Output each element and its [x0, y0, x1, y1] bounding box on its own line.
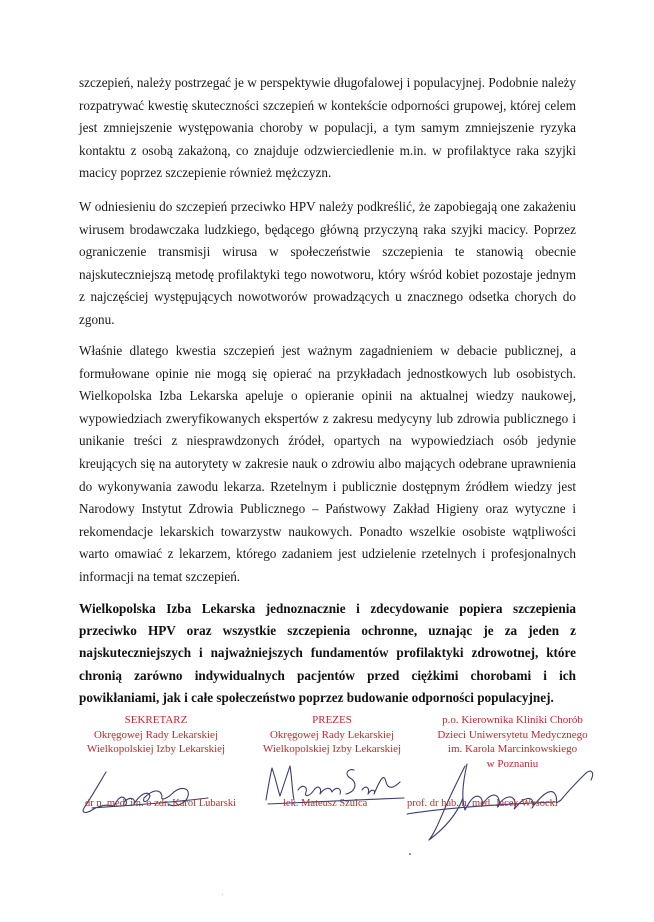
signatory-body: Wielkopolskiej Izby Lekarskiej — [86, 743, 226, 756]
paragraph-chamber-statement: Wielkopolska Izba Lekarska jednoznacznie i zdecydowanie popiera szczepienia przeciwko HPV oraz wszystkie szczepienia ochronne, uznając je za jeden z najskuteczniejszych i najważniejszych fundamentów profilaktyki zdrowotnej, które chronią zarówno indywidualnych pacjentów przed ciężkimi chorobami i ich powikłaniami, jak i całe społeczeństwo poprzez budowanie odporności populacyjnej. — [79, 601, 576, 705]
signature-secretary — [78, 768, 213, 818]
scan-speck — [222, 894, 223, 895]
paragraph-public-debate: Właśnie dlatego kwestia szczepień jest ważnym zagadnieniem w debacie publicznej, a formułowane opinie nie mogą się opierać na przykładach jednostkowych lub osobistych. Wielkopolska Izba Lekarska apeluje o opieranie opinii na aktualnej wiedzy naukowej, wypowiedziach zweryfikowanych ekspertów z zakresu medycyny lub zdrowia publicznego i unikanie treści z niesprawdzonych źródeł, opartych na wypowiedziach osób jedynie kreujących się na autorytety w zakresie nauk o zdrowiu albo mających odebrane uprawnienia do wykonywania zawodu lekarza. Rzetelnym i publicznie dostępnym źródłem wiedzy jest Narodowy Instytut Zdrowia Publicznego – Państwowy Zakład Higieny oraz wytyczne i rekomendacje lekarskich towarzystw naukowych. Ponadto wszelkie osobiste wątpliwości warto omawiać z lekarzem, którego zadaniem jest udzielenie rzetelnych i profesjonalnych informacji na temat szczepień. — [79, 343, 576, 584]
signatory-body: im. Karola Marcinkowskiego — [447, 743, 578, 756]
signatory-secretary — [56, 713, 256, 757]
signatory-role: p.o. Kierownika Kliniki Chorób — [442, 714, 583, 726]
signatory-name: lek. Mateusz Szulca — [283, 798, 368, 809]
signatory-body: Dzieci Uniwersytetu Medycznego — [437, 728, 588, 741]
paragraph-vaccination-perspective: szczepień, należy postrzegać je w perspektywie długofalowej i populacyjnej. Podobnie należy rozpatrywać kwestię skuteczności szczepień w kontekście odporności grupowej, której celem jest zmniejszenie występowania choroby w populacji, a tym samym zmniejszenie ryzyka kontaktu z osobą zakażoną, co znajduje odzwierciedlenie m.in. w profilaktyce raka szyjki macicy poprzez szczepienie również mężczyzn. — [79, 75, 576, 181]
signatory-body: Okręgowej Rady Lekarskiej — [93, 728, 218, 741]
signatory-location: w Poznaniu — [486, 757, 539, 770]
signatory-president — [232, 713, 432, 757]
paragraph-hpv-vaccination: W odniesieniu do szczepień przeciwko HPV należy podkreślić, że zapobiegają one zakażeniu wirusem brodawczaka ludzkiego, będącego główną przyczyną raka szyjki macicy. Poprzez ograniczenie transmisji wirusa w społeczeństwie szczepienia te stanowią obecnie najskuteczniejszą metodę profilaktyki tego nowotworu, który wśród kobiet pozostaje jednym z najczęściej występujących nowotworów prowadzących u znacznego odsetka chorych do zgonu. — [79, 199, 576, 327]
signatory-name: dr n. med. i n. o zdr. Karol Lubarski — [85, 798, 237, 809]
signatory-role: PREZES — [312, 714, 352, 726]
ink-dot — [409, 853, 411, 855]
signatory-name: prof. dr hab. n. med. Jacek Wysocki — [407, 798, 558, 809]
signatory-body: Wielkopolskiej Izby Lekarskiej — [262, 743, 402, 756]
signatory-body: Okręgowej Rady Lekarskiej — [269, 728, 394, 741]
signatory-role: SEKRETARZ — [124, 714, 188, 726]
